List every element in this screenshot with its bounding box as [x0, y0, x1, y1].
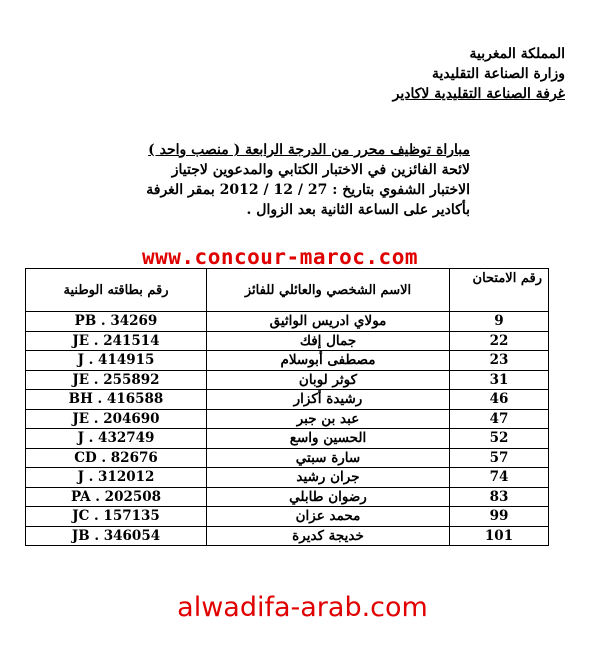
kingdom-line: المملكة المغربية — [469, 46, 565, 62]
cell-national-id: PA . 202508 — [26, 487, 207, 507]
cell-exam-number: 74 — [450, 468, 549, 488]
cell-national-id: JC . 157135 — [26, 507, 207, 527]
table-row — [26, 468, 549, 488]
announcement-line-3: الاختبار الشفوي بتاريخ : 27 / 12 / 2012 بمقر الغرفة — [146, 182, 470, 198]
ministry-line: وزارة الصناعة التقليدية — [432, 66, 565, 82]
cell-name: عبد بن جبر — [207, 409, 450, 429]
cell-name: خديجة كديرة — [207, 526, 450, 546]
cell-name: مولاي ادريس الواثيق — [207, 312, 450, 332]
table-row — [26, 526, 549, 546]
watermark-alwadifa-arab: alwadifa-arab.com — [177, 592, 428, 623]
cell-national-id: J . 432749 — [26, 429, 207, 449]
letterhead — [265, 44, 565, 104]
cell-national-id: JE . 204690 — [26, 409, 207, 429]
cell-name: كوثر لوبان — [207, 370, 450, 390]
announcement-line-4: بأكادير على الساعة الثانية بعد الزوال . — [246, 202, 470, 218]
cell-exam-number: 23 — [450, 351, 549, 371]
chamber-line: غرفة الصناعة التقليدية لاكادير — [392, 86, 565, 102]
header-national-id: رقم بطاقته الوطنية — [26, 269, 207, 312]
table-row — [26, 351, 549, 371]
cell-exam-number: 46 — [450, 390, 549, 410]
table-row — [26, 507, 549, 527]
table-body — [26, 312, 549, 546]
cell-name: الحسين واسع — [207, 429, 450, 449]
cell-national-id: PB . 34269 — [26, 312, 207, 332]
watermark-concour-maroc: www.concour-maroc.com — [141, 245, 418, 269]
cell-national-id: JB . 346054 — [26, 526, 207, 546]
cell-national-id: JE . 255892 — [26, 370, 207, 390]
table-row — [26, 448, 549, 468]
cell-exam-number: 99 — [450, 507, 549, 527]
table-header-row — [26, 269, 549, 312]
table-row — [26, 390, 549, 410]
cell-name: جران رشيد — [207, 468, 450, 488]
cell-name: جمال إفك — [207, 331, 450, 351]
header-exam-number: رقم الامتحان — [450, 269, 549, 312]
announcement — [110, 140, 470, 220]
cell-exam-number: 31 — [450, 370, 549, 390]
cell-name: مصطفى أبوسلام — [207, 351, 450, 371]
cell-exam-number: 83 — [450, 487, 549, 507]
table-row — [26, 409, 549, 429]
announcement-line-2: لائحة الفائزين في الاختبار الكتابي والمدعوين لاجتياز — [171, 162, 470, 178]
cell-exam-number: 52 — [450, 429, 549, 449]
table-row — [26, 487, 549, 507]
cell-name: سارة سبتي — [207, 448, 450, 468]
cell-exam-number: 57 — [450, 448, 549, 468]
cell-name: رشيدة أكزار — [207, 390, 450, 410]
cell-exam-number: 101 — [450, 526, 549, 546]
cell-exam-number: 22 — [450, 331, 549, 351]
cell-name: محمد عزان — [207, 507, 450, 527]
table-row — [26, 429, 549, 449]
cell-exam-number: 9 — [450, 312, 549, 332]
table-row — [26, 331, 549, 351]
cell-national-id: JE . 241514 — [26, 331, 207, 351]
announcement-title: مباراة توظيف محرر من الدرجة الرابعة ( منصب واحد ) — [148, 142, 470, 158]
cell-exam-number: 47 — [450, 409, 549, 429]
cell-national-id: J . 312012 — [26, 468, 207, 488]
header-name: الاسم الشخصي والعائلي للفائز — [207, 269, 450, 312]
cell-national-id: CD . 82676 — [26, 448, 207, 468]
cell-national-id: BH . 416588 — [26, 390, 207, 410]
cell-national-id: J . 414915 — [26, 351, 207, 371]
table-row — [26, 370, 549, 390]
table-row — [26, 312, 549, 332]
cell-name: رضوان طابلي — [207, 487, 450, 507]
results-table — [25, 268, 549, 546]
